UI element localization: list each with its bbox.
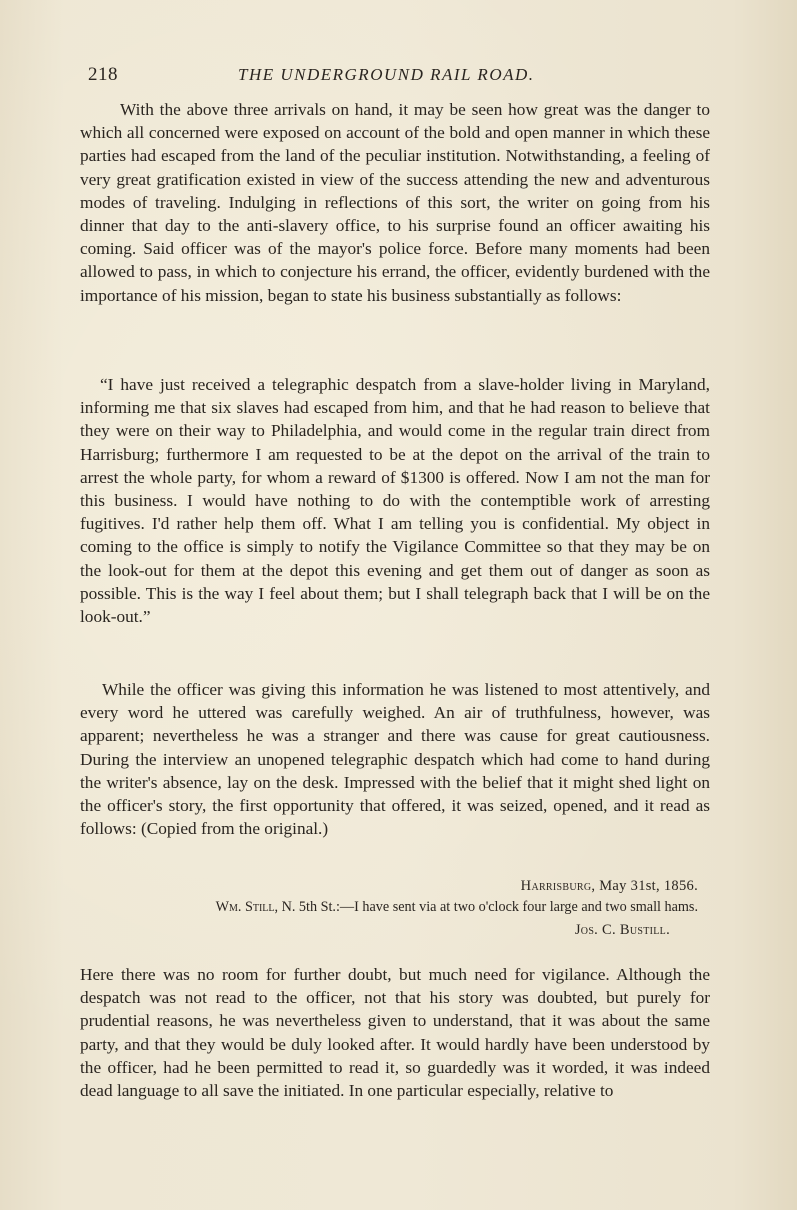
running-head — [88, 64, 708, 94]
paragraph-despatch-intro: While the officer was giving this information he was listened to most attentively, and every word he uttered was carefully weighed. An air of truthfulness, however, was apparent; nevertheless he was a stranger and there was cause for great cautiousness. During the interview an unopened telegraphic despatch which had come to hand during the writer's absence, lay on the desk. Impressed with the belief that it might shed light on the officer's story, the first opportunity that offered, it was seized, opened, and it read as follows: (Copied from the original.) — [80, 680, 710, 839]
telegram-message: :—I have sent via at two o'clock four large and two small hams. — [335, 899, 698, 915]
book-title: THE UNDERGROUND RAIL ROAD. — [238, 65, 535, 84]
paragraph-arrivals: With the above three arrivals on hand, it may be seen how great was the danger to which all concerned were exposed on account of the bold and open manner in which these parties had escaped from the land of the peculiar institution. Notwithstanding, a feeling of very great gratification existed in view of the success attending the new and adventurous modes of traveling. Indulging in reflections of this sort, the writer on going from his dinner that day to the anti-slavery office, to his surprise found an officer awaiting his coming. Said officer was of the mayor's police force. Before many moments had been allowed to pass, in which to conjecture his errand, the officer, evidently burdened with the importance of his mission, began to state his business substantially as follows: — [80, 100, 710, 305]
telegram-place: Harrisburg — [520, 878, 592, 894]
telegram-addressee: Wm. Still — [215, 899, 275, 915]
paragraph-officer-quote: “I have just received a telegraphic despatch from a slave-holder living in Maryland, informing me that six slaves had escaped from him, and that he had reason to believe that they were on their way to Philadelphia, and would come in the regular train direct from Harrisburg; furthermore I am requested to be at the depot on the arrival of the train to arrest the whole party, for whom a reward of $1300 is offered. Now I am not the man for this business. I would have nothing to do with the contemptible work of arresting fugitives. I'd rather help them off. What I am telling you is confidential. My object in coming to the office is simply to notify the Vigilance Committee so that they may be on the look-out for them at the depot this evening and get them out of danger as soon as possible. This is the way I feel about them; but I shall telegraph back that I will be on the look-out.” — [80, 375, 710, 627]
telegram-date: , May 31st, 1856. — [591, 878, 698, 894]
telegram-signature: Jos. C. Bustill. — [574, 922, 670, 938]
telegram-body — [80, 897, 710, 917]
paragraph-vigilance: Here there was no room for further doubt, but much need for vigilance. Although the despatch was not read to the officer, not that his story was doubted, but purely for prudential reasons, he was nevertheless given to understand, that it was about the same party, and that they would be duly looked after. It would hardly have been understood by the officer, had he been permitted to read it, so guardedly was it worded, it was indeed dead language to all save the initiated. In one particular especially, relative to — [80, 965, 710, 1101]
telegram-address: , N. 5th St. — [274, 899, 336, 915]
page-number: 218 — [88, 64, 118, 85]
telegram-dateline — [80, 876, 710, 896]
